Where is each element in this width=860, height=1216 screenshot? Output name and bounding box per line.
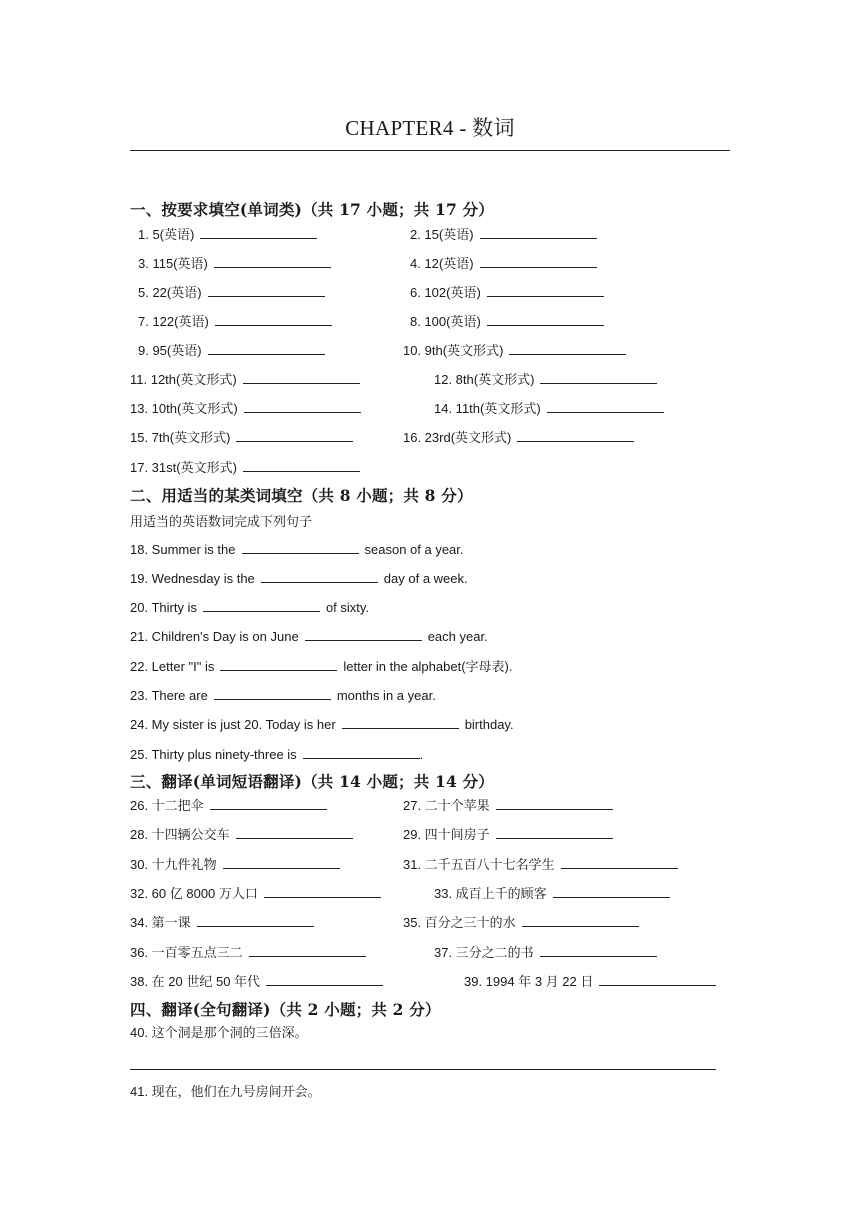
question-3: 3. 115(英语) xyxy=(138,255,331,272)
question-12: 12. 8th(英文形式) xyxy=(434,371,657,388)
title-rule xyxy=(130,150,730,151)
question-34: 34. 第一课 xyxy=(130,914,314,931)
question-21: 21. Children's Day is on June each year. xyxy=(130,629,488,644)
answer-blank[interactable] xyxy=(540,944,657,957)
answer-blank[interactable] xyxy=(243,371,360,384)
answer-blank[interactable] xyxy=(215,313,332,326)
answer-blank[interactable] xyxy=(342,716,459,729)
question-22: 22. Letter "I" is letter in the alphabet(字母表). xyxy=(130,659,513,674)
question-25: 25. Thirty plus ninety-three is . xyxy=(130,747,424,762)
answer-blank[interactable] xyxy=(496,826,613,839)
question-11: 11. 12th(英文形式) xyxy=(130,371,360,388)
answer-blank[interactable] xyxy=(522,914,639,927)
answer-blank[interactable] xyxy=(487,284,604,297)
answer-blank[interactable] xyxy=(496,797,613,810)
question-4: 4. 12(英语) xyxy=(410,255,597,272)
question-37: 37. 三分之二的书 xyxy=(434,944,657,961)
question-16: 16. 23rd(英文形式) xyxy=(403,429,634,446)
question-33: 33. 成百上千的顾客 xyxy=(434,885,670,902)
answer-blank[interactable] xyxy=(214,687,331,700)
answer-blank[interactable] xyxy=(261,570,378,583)
answer-blank[interactable] xyxy=(249,944,366,957)
question-40: 40. 这个洞是那个洞的三倍深。 xyxy=(130,1025,308,1040)
question-30: 30. 十九件礼物 xyxy=(130,856,340,873)
answer-blank[interactable] xyxy=(214,255,331,268)
answer-blank[interactable] xyxy=(480,255,597,268)
answer-blank[interactable] xyxy=(208,284,325,297)
section-4-heading: 四、翻译(全句翻译)（共 2 小题；共 2 分） xyxy=(130,1000,441,1019)
question-24: 24. My sister is just 20. Today is her birthday. xyxy=(130,717,514,732)
answer-line[interactable] xyxy=(130,1069,716,1070)
question-29: 29. 四十间房子 xyxy=(403,826,613,843)
question-14: 14. 11th(英文形式) xyxy=(434,400,664,417)
answer-blank[interactable] xyxy=(200,226,317,239)
answer-blank[interactable] xyxy=(305,628,422,641)
answer-blank[interactable] xyxy=(487,313,604,326)
section-3-heading: 三、翻译(单词短语翻译)（共 14 小题；共 14 分） xyxy=(130,772,494,791)
answer-blank[interactable] xyxy=(236,826,353,839)
answer-blank[interactable] xyxy=(264,885,381,898)
question-9: 9. 95(英语) xyxy=(138,342,325,359)
question-1: 1. 5(英语) xyxy=(138,226,317,243)
question-27: 27. 二十个苹果 xyxy=(403,797,613,814)
answer-blank[interactable] xyxy=(243,459,360,472)
question-31: 31. 二千五百八十七名学生 xyxy=(403,856,678,873)
answer-blank[interactable] xyxy=(553,885,670,898)
answer-blank[interactable] xyxy=(244,400,361,413)
question-28: 28. 十四辆公交车 xyxy=(130,826,353,843)
section-1-heading: 一、按要求填空(单词类)（共 17 小题；共 17 分） xyxy=(130,200,494,219)
question-19: 19. Wednesday is the day of a week. xyxy=(130,571,468,586)
answer-blank[interactable] xyxy=(203,599,320,612)
question-10: 10. 9th(英文形式) xyxy=(403,342,626,359)
question-26: 26. 十二把伞 xyxy=(130,797,327,814)
answer-blank[interactable] xyxy=(197,914,314,927)
answer-blank[interactable] xyxy=(220,658,337,671)
page-title: CHAPTER4 - 数词 xyxy=(345,116,515,140)
answer-blank[interactable] xyxy=(223,856,340,869)
answer-blank[interactable] xyxy=(210,797,327,810)
question-15: 15. 7th(英文形式) xyxy=(130,429,353,446)
question-18: 18. Summer is the season of a year. xyxy=(130,542,464,557)
answer-blank[interactable] xyxy=(242,541,359,554)
question-7: 7. 122(英语) xyxy=(138,313,332,330)
section-2-heading: 二、用适当的某类词填空（共 8 小题；共 8 分） xyxy=(130,486,473,505)
question-36: 36. 一百零五点三二 xyxy=(130,944,366,961)
question-17: 17. 31st(英文形式) xyxy=(130,459,360,476)
section-2-instruction: 用适当的英语数词完成下列句子 xyxy=(130,514,313,529)
question-32: 32. 60 亿 8000 万人口 xyxy=(130,885,381,902)
question-6: 6. 102(英语) xyxy=(410,284,604,301)
question-41: 41. 现在，他们在九号房间开会。 xyxy=(130,1084,321,1099)
question-2: 2. 15(英语) xyxy=(410,226,597,243)
question-35: 35. 百分之三十的水 xyxy=(403,914,639,931)
answer-blank[interactable] xyxy=(517,429,634,442)
answer-blank[interactable] xyxy=(599,973,716,986)
answer-blank[interactable] xyxy=(480,226,597,239)
question-39: 39. 1994 年 3 月 22 日 xyxy=(464,973,716,990)
question-5: 5. 22(英语) xyxy=(138,284,325,301)
answer-blank[interactable] xyxy=(561,856,678,869)
question-38: 38. 在 20 世纪 50 年代 xyxy=(130,973,383,990)
question-8: 8. 100(英语) xyxy=(410,313,604,330)
answer-blank[interactable] xyxy=(266,973,383,986)
answer-blank[interactable] xyxy=(540,371,657,384)
answer-blank[interactable] xyxy=(236,429,353,442)
question-20: 20. Thirty is of sixty. xyxy=(130,600,370,615)
answer-blank[interactable] xyxy=(509,342,626,355)
question-13: 13. 10th(英文形式) xyxy=(130,400,361,417)
answer-blank[interactable] xyxy=(547,400,664,413)
answer-blank[interactable] xyxy=(303,746,420,759)
answer-blank[interactable] xyxy=(208,342,325,355)
question-23: 23. There are months in a year. xyxy=(130,688,436,703)
